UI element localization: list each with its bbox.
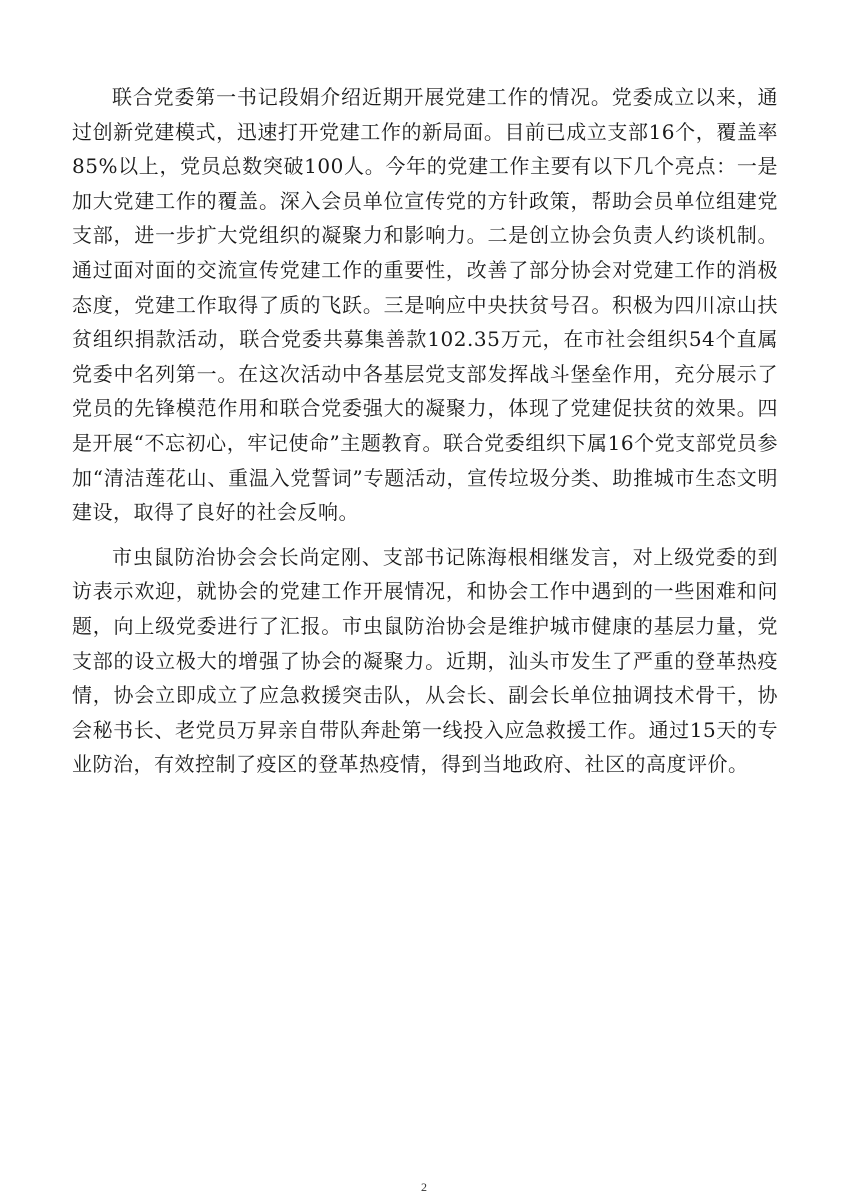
page-number: 2	[421, 1180, 427, 1194]
document-body	[72, 80, 778, 792]
paragraph-pest-control-association: 市虫鼠防治协会会长尚定刚、支部书记陈海根相继发言，对上级党委的到访表示欢迎，就协会的党建工作开展情况，和协会工作中遇到的一些困难和问题，向上级党委进行了汇报。市虫鼠防治协会是维护城市健康的基层力量，党支部的设立极大的增强了协会的凝聚力。近期，汕头市发生了严重的登革热疫情，协会立即成立了应急救援突击队，从会长、副会长单位抽调技术骨干，协会秘书长、老党员万昇亲自带队奔赴第一线投入应急救援工作。通过15天的专业防治，有效控制了疫区的登革热疫情，得到当地政府、社区的高度评价。	[72, 544, 778, 777]
paragraph-party-work-report: 联合党委第一书记段娟介绍近期开展党建工作的情况。党委成立以来，通过创新党建模式，迅速打开党建工作的新局面。目前已成立支部16个，覆盖率85%以上，党员总数突破100人。今年的党建工作主要有以下几个亮点：一是加大党建工作的覆盖。深入会员单位宣传党的方针政策，帮助会员单位组建党支部，进一步扩大党组织的凝聚力和影响力。二是创立协会负责人约谈机制。通过面对面的交流宣传党建工作的重要性，改善了部分协会对党建工作的消极态度，党建工作取得了质的飞跃。三是响应中央扶贫号召。积极为四川凉山扶贫组织捐款活动，联合党委共募集善款102.35万元，在市社会组织54个直属党委中名列第一。在这次活动中各基层党支部发挥战斗堡垒作用，充分展示了党员的先锋模范作用和联合党委强大的凝聚力，体现了党建促扶贫的效果。四是开展“不忘初心，牢记使命”主题教育。联合党委组织下属16个党支部党员参加“清洁莲花山、重温入党誓词”专题活动，宣传垃圾分类、助推城市生态文明建设，取得了良好的社会反响。	[72, 85, 778, 525]
